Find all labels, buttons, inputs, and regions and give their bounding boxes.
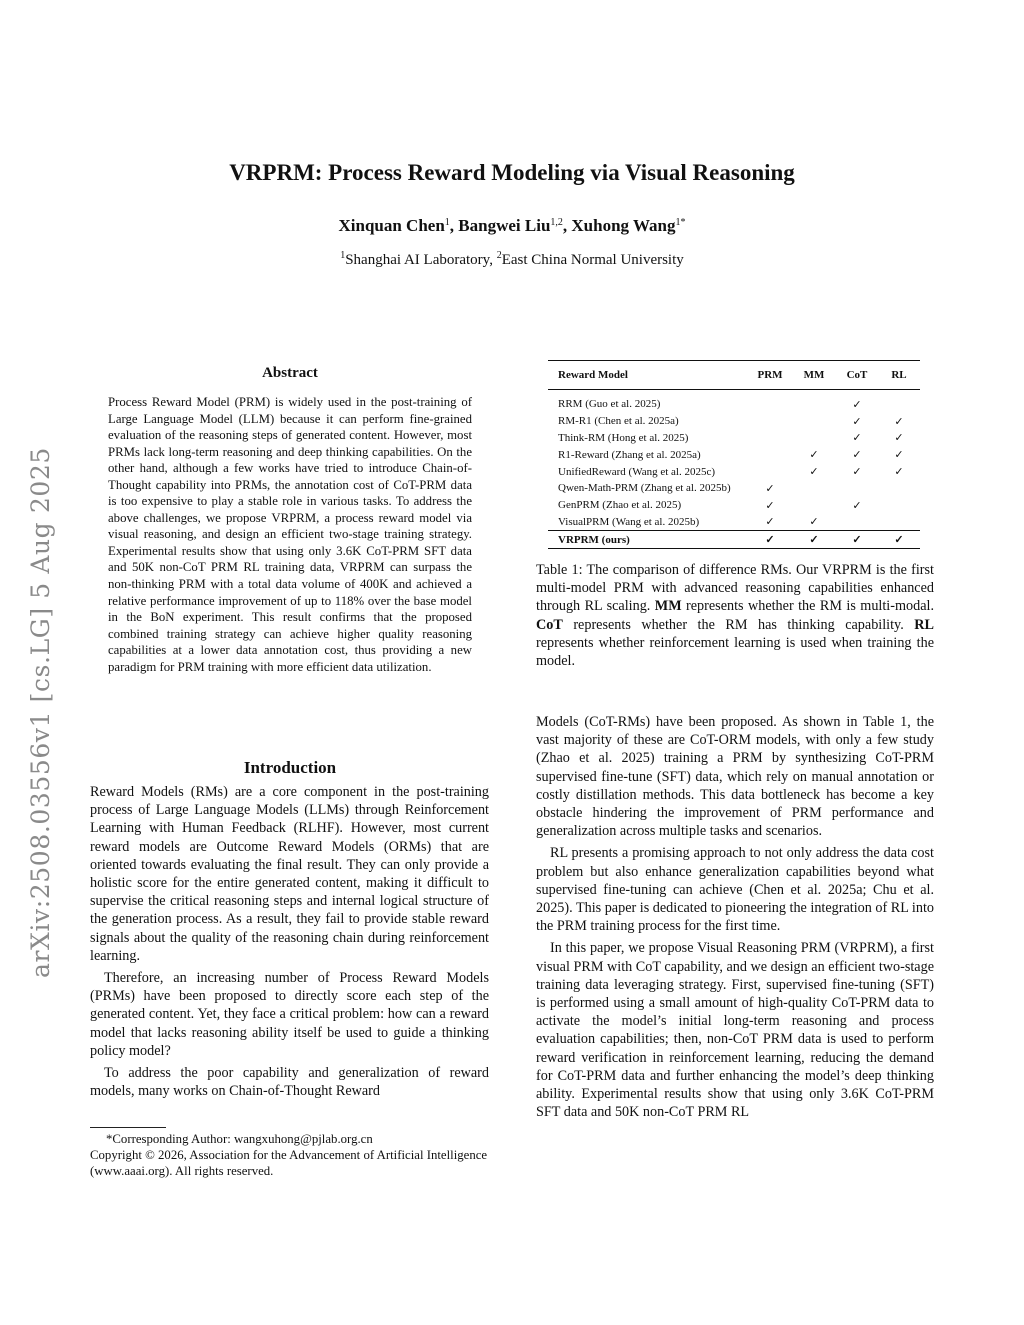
column-header: MM xyxy=(792,361,836,390)
corresponding-author-footnote: *Corresponding Author: wangxuhong@pjlab.org.cn xyxy=(106,1132,373,1146)
check-cell: ✓ xyxy=(852,466,862,479)
comparison-table xyxy=(548,360,920,549)
model-name-cell: RM-R1 (Chen et al. 2025a) xyxy=(558,415,679,428)
column-header: PRM xyxy=(748,361,792,390)
model-name-cell: Qwen-Math-PRM (Zhang et al. 2025b) xyxy=(558,482,731,495)
caption-term: MM xyxy=(654,598,682,615)
caption-text: Table 1: The comparison of difference RMs. Our VRPRM is the first multi-model PRM with advanced reasoning capabilities enhanced through RL scaling. xyxy=(536,562,934,615)
table-row-ours xyxy=(548,531,920,549)
abstract-text: Process Reward Model (PRM) is widely used in the post-training of Large Language Model (LLM) because it can perform fine-grained evaluation of the reasoning steps of generated content. However, most PRMs lack long-term reasoning and deep thinking capabilities. On the other hand, although a few works have tried to introduce Chain-of-Thought capability into PRMs, the annotation cost of CoT-PRM data is too expensive to play a stable role in various tasks. To address the above challenges, we propose VRPRM, a process reward model via visual reasoning, and design an efficient two-stage training strategy. Experimental results show that using only 3.6K CoT-PRM SFT data and 50K non-CoT PRM RL training data, VRPRM can surpass the non-thinking PRM with a total data volume of 400K and achieved a relative performance improvement of up to 118% over the base model in the BoN experiment. This result confirms that the proposed combined training strategy can achieve higher quality reasoning capabilities at a lower data annotation cost, thus providing a new paradigm for PRM training with more efficient data utilization. xyxy=(108,395,472,674)
introduction-body xyxy=(90,783,489,1100)
check-cell xyxy=(836,480,878,497)
check-cell: ✓ xyxy=(836,531,878,549)
check-cell xyxy=(878,480,920,497)
table-row xyxy=(548,497,920,514)
check-cell: ✓ xyxy=(852,499,862,512)
caption-term: RL xyxy=(914,616,934,633)
affiliations xyxy=(0,252,1024,269)
check-cell: ✓ xyxy=(852,449,862,462)
model-name-cell: R1-Reward (Zhang et al. 2025a) xyxy=(558,448,701,461)
check-cell: ✓ xyxy=(748,531,792,549)
check-cell: ✓ xyxy=(809,449,819,462)
check-cell xyxy=(748,463,792,480)
check-cell xyxy=(792,497,836,514)
paragraph: To address the poor capability and generalization of reward models, many works on Chain-of-Thought Reward xyxy=(90,1065,489,1100)
check-cell: ✓ xyxy=(765,482,775,495)
table-row xyxy=(548,396,920,413)
affiliation-mark: 1 xyxy=(340,250,346,261)
model-name-cell: VRPRM (ours) xyxy=(548,531,748,549)
model-name-cell: UnifiedReward (Wang et al. 2025c) xyxy=(558,465,716,478)
footnote-rule xyxy=(90,1127,166,1128)
affiliation-name: East China Normal University xyxy=(501,252,684,268)
table-header-row xyxy=(548,361,920,390)
check-cell: ✓ xyxy=(792,531,836,549)
author-separator: , xyxy=(562,216,572,235)
table-row xyxy=(548,480,920,497)
check-cell: ✓ xyxy=(809,516,819,529)
check-cell: ✓ xyxy=(878,531,920,549)
author-affiliation-mark: 1* xyxy=(675,217,686,228)
author-affiliation-mark: 1,2 xyxy=(550,217,563,228)
check-cell xyxy=(878,514,920,531)
check-cell: ✓ xyxy=(765,516,775,529)
right-column-body xyxy=(536,713,934,1121)
check-cell xyxy=(748,430,792,447)
check-cell: ✓ xyxy=(894,432,904,445)
paper-title: VRPRM: Process Reward Modeling via Visual Reasoning xyxy=(229,160,795,185)
column-header: Reward Model xyxy=(548,361,748,390)
check-cell xyxy=(748,413,792,430)
paragraph: RL presents a promising approach to not only address the data cost problem but also enhance generalization capabilities beyond what supervised fine-tuning can achieve (Chen et al. 2025a; Chu et al. 2025). This paper is dedicated to pioneering the integration of RL into the PRM training process for the first time. xyxy=(536,845,934,935)
check-cell xyxy=(878,396,920,413)
table-row xyxy=(548,463,920,480)
check-cell: ✓ xyxy=(765,499,775,512)
abstract-heading: Abstract xyxy=(262,365,318,381)
author-list xyxy=(0,216,1024,236)
affiliation-mark: 2 xyxy=(496,250,502,261)
paragraph: In this paper, we propose Visual Reasoning PRM (VRPRM), a first visual PRM with CoT capability, and we design an efficient two-stage training data leveraging strategy. First, supervised fine-tuning (SFT) is performed using a small amount of high-quality CoT-PRM data to activate the model’s initial long-term reasoning and process evaluation capabilities; then, non-CoT PRM data is used to perform reward verification in reinforcement learning, reducing the demand for CoT-PRM data and further enhancing the model’s deep thinking ability. Experimental results show that using only 3.6K CoT-PRM SFT data and 50K non-CoT PRM RL xyxy=(536,940,934,1121)
check-cell: ✓ xyxy=(852,415,862,428)
table-caption xyxy=(536,561,934,670)
paragraph: Therefore, an increasing number of Process Reward Models (PRMs) have been proposed to directly score each step of the generated content. Yet, they face a critical problem: how can a reward model that lacks reasoning ability itself be used to guide a thinking policy model? xyxy=(90,970,489,1059)
table-row xyxy=(548,446,920,463)
column-header: RL xyxy=(878,361,920,390)
check-cell: ✓ xyxy=(894,466,904,479)
check-cell: ✓ xyxy=(852,432,862,445)
author-name: Bangwei Liu xyxy=(458,216,551,235)
author-name: Xuhong Wang xyxy=(571,216,676,235)
caption-text: represents whether reinforcement learning is used when training the model. xyxy=(536,634,934,670)
check-cell xyxy=(792,396,836,413)
column-header: CoT xyxy=(836,361,878,390)
model-name-cell: GenPRM (Zhao et al. 2025) xyxy=(558,499,682,512)
introduction-heading: Introduction xyxy=(243,758,337,777)
check-cell: ✓ xyxy=(809,466,819,479)
table-row xyxy=(548,413,920,430)
table-row xyxy=(548,514,920,531)
check-cell: ✓ xyxy=(894,415,904,428)
paragraph: Reward Models (RMs) are a core component in the post-training process of Large Language Models (LLMs) through Reinforcement Learning with Human Feedback (RLHF). However, most current reward models are Outcome Reward Models (ORMs) that are oriented towards evaluating the final result. They can only provide a holistic score for the entire generated content, making it difficult to supervise the critical reasoning steps and internal logical structure of the generation process. As a result, they fail to provide stable reward signals about the quality of the reasoning chain during reinforcement learning. xyxy=(90,784,489,964)
model-name-cell: Think-RM (Hong et al. 2025) xyxy=(558,431,689,444)
check-cell xyxy=(792,413,836,430)
author-separator: , xyxy=(449,216,459,235)
author-affiliation-mark: 1 xyxy=(444,217,450,228)
arxiv-identifier: arXiv:2508.03556v1 [cs.LG] 5 Aug 2025 xyxy=(26,447,55,978)
caption-text: represents whether the RM is multi-modal. xyxy=(681,598,934,615)
paragraph: Models (CoT-RMs) have been proposed. As shown in Table 1, the vast majority of these are CoT-ORM models, with only a few study (Zhao et al. 2025) training a PRM by synthesizing CoT-PRM supervised fine-tune (SFT) data, which rely on manual annotation or costly distillation methods. This data bottleneck has become a key obstacle hindering the improvement of PRM performance and generalization across multiple tasks and scenarios. xyxy=(536,714,934,840)
check-cell xyxy=(878,497,920,514)
table-row xyxy=(548,430,920,447)
check-cell xyxy=(792,430,836,447)
author-name: Xinquan Chen xyxy=(338,216,445,235)
footnotes xyxy=(90,1131,489,1179)
model-name-cell: RRM (Guo et al. 2025) xyxy=(558,398,661,411)
check-cell xyxy=(748,396,792,413)
check-cell xyxy=(836,514,878,531)
check-cell: ✓ xyxy=(894,449,904,462)
check-cell: ✓ xyxy=(852,398,862,411)
model-name-cell: VisualPRM (Wang et al. 2025b) xyxy=(558,515,700,528)
caption-term: CoT xyxy=(536,616,563,633)
copyright-notice: Copyright © 2026, Association for the Advancement of Artificial Intelligence (www.aaai.org). All rights reserved. xyxy=(90,1148,488,1178)
arxiv-sidebar-stamp xyxy=(18,380,58,980)
affiliation-name: Shanghai AI Laboratory, xyxy=(345,252,497,268)
caption-text: represents whether the RM has thinking capability. xyxy=(562,616,915,633)
check-cell xyxy=(792,480,836,497)
check-cell xyxy=(748,446,792,463)
